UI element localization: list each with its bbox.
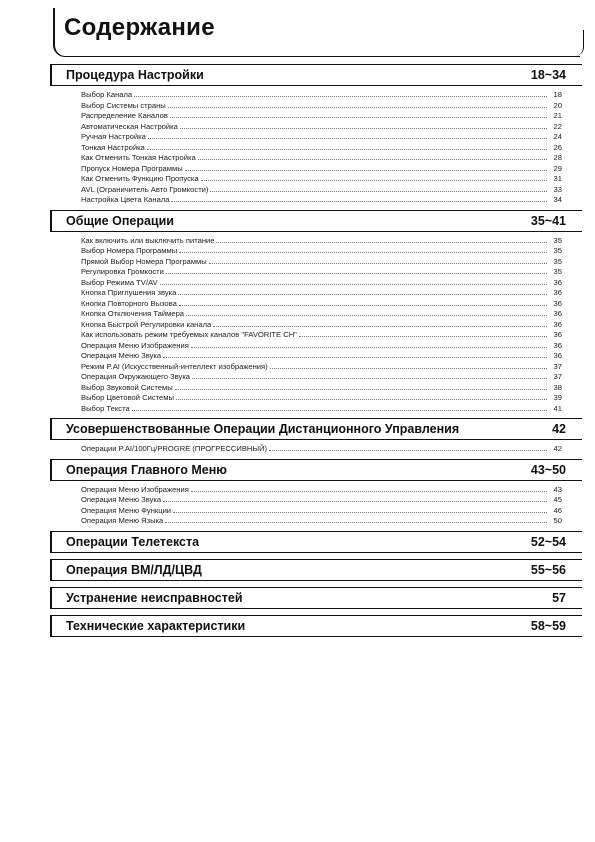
toc-section [50,559,582,587]
toc-entry[interactable] [50,278,582,289]
entry-page-number: 36 [553,298,562,308]
entry-label: Ручная Настройка [81,132,146,141]
toc-entry[interactable] [50,236,582,247]
entry-page-number: 36 [553,340,562,350]
toc-entry[interactable] [50,320,582,331]
dot-leader [185,170,547,171]
entry-label: Прямой Выбор Номера Программы [81,256,207,266]
toc-section [50,615,582,643]
entry-label: Как использовать режим требуемых каналов "FAVORITE CH" [81,330,297,339]
dot-leader [179,252,547,253]
entry-page-number: 26 [553,142,562,152]
section-title: Усовершенствованные Операции Дистанционного Управления [66,422,460,436]
entry-page-number: 43 [553,484,562,494]
section-spacer [50,637,582,643]
toc-entry[interactable] [50,341,582,352]
entry-label: Операция Окружающего Звука [81,372,191,381]
dot-leader [165,522,547,523]
toc-entry[interactable] [50,351,582,362]
entry-page-number: 24 [553,132,562,141]
entry-label: Выбор Канала [81,90,133,99]
dot-leader [175,389,547,390]
toc-entry[interactable] [50,330,582,341]
toc-entry[interactable] [50,299,582,310]
entry-page-number: 20 [553,100,562,110]
entry-label: Настройка Цвета Канала [81,195,170,204]
dot-leader [270,368,547,369]
dot-leader [163,357,547,358]
dot-leader [163,501,547,502]
dot-leader [147,149,547,150]
toc-entry[interactable] [50,185,582,196]
toc-section [50,418,582,459]
entry-label: Операция Меню Изображения [81,484,189,494]
entry-label: Автоматическая Настройка [81,121,178,131]
dot-leader [210,191,547,192]
section-entries [50,86,582,210]
entry-page-number: 28 [553,153,562,162]
toc-entry[interactable] [50,288,582,299]
dot-leader [192,378,547,379]
toc-entry[interactable] [50,372,582,383]
section-title: Операция Главного Меню [66,462,227,477]
dot-leader [148,138,547,139]
toc-entry[interactable] [50,101,582,112]
toc-entry[interactable] [50,90,582,101]
toc-entry[interactable] [50,495,582,506]
dot-leader [213,326,547,327]
toc-entry[interactable] [50,195,582,206]
entry-page-number: 35 [553,267,562,276]
toc-entry[interactable] [50,122,582,133]
page-title: Содержание [64,14,215,41]
dot-leader [198,159,547,160]
entry-page-number: 22 [553,121,562,131]
entry-page-number: 36 [553,309,562,318]
toc-section [50,64,582,210]
dot-leader [209,263,547,264]
section-entries [50,232,582,419]
section-header[interactable] [50,418,582,440]
section-header[interactable] [50,210,582,232]
toc-entry[interactable] [50,164,582,175]
toc-entry[interactable] [50,153,582,164]
toc-section [50,587,582,615]
entry-label: Как Отменить Тонкая Настройка [81,153,196,162]
entry-page-number: 34 [553,195,562,204]
entry-label: Как Отменить Функцию Пропуска [81,174,199,183]
entry-label: Распределение Каналов [81,111,168,120]
entry-label: Режим P.AI (Искусственный-интеллект изображения) [81,361,268,371]
entry-label: Кнопка Приглушения звука [81,288,177,297]
entry-label: Выбор Режима TV/AV [81,277,158,287]
dot-leader [191,491,547,492]
entry-page-number: 35 [553,246,562,255]
section-page-range: 58~59 [530,618,566,633]
entry-page-number: 18 [553,90,562,99]
entry-page-number: 50 [553,516,562,525]
entry-page-number: 31 [553,174,562,183]
dot-leader [134,96,547,97]
toc-entry[interactable] [50,485,582,496]
entry-label: Кнопка Быстрой Регулировки канала [81,319,212,329]
entry-label: Операция Меню Звука [81,351,162,360]
dot-leader [191,347,547,348]
toc-entry[interactable] [50,506,582,517]
entry-page-number: 39 [553,393,562,402]
section-title: Операции Телетекста [66,534,200,549]
dot-leader [168,107,547,108]
section-header[interactable] [50,587,582,609]
section-entries [50,481,582,531]
entry-page-number: 46 [553,505,562,515]
dot-leader [173,512,547,513]
entry-page-number: 21 [553,111,562,120]
dot-leader [132,410,547,411]
entry-label: Кнопка Повторного Вызова [81,298,177,308]
entry-label: Выбор Системы страны [81,100,166,110]
dot-leader [178,294,547,295]
entry-page-number: 36 [553,319,562,329]
section-page-range: 57 [552,590,566,605]
dot-leader [186,315,547,316]
section-header[interactable] [50,531,582,553]
toc-entry[interactable] [50,174,582,185]
dot-leader [201,180,547,181]
entry-label: Выбор Цветовой Системы [81,393,174,402]
section-header[interactable] [50,459,582,481]
section-page-range: 42 [552,422,566,436]
section-title: Устранение неисправностей [66,590,243,605]
entry-label: AVL (Ограничитель Авто Громкости) [81,184,209,194]
dot-leader [171,201,547,202]
section-header[interactable] [50,64,582,86]
entry-page-number: 35 [553,256,562,266]
toc-section [50,531,582,559]
entry-page-number: 36 [553,351,562,360]
dot-leader [216,242,547,243]
entry-page-number: 38 [553,382,562,392]
section-page-range: 35~41 [530,213,566,228]
toc-section [50,210,582,419]
entry-label: Тонкая Настройка [81,142,145,152]
entry-page-number: 45 [553,495,562,504]
section-page-range: 52~54 [530,534,566,549]
toc-entry[interactable] [50,383,582,394]
section-page-range: 43~50 [530,462,566,477]
entry-label: Регулировка Громкости [81,267,164,276]
dot-leader [176,399,547,400]
entry-label: Операция Меню Звука [81,495,162,504]
entry-label: Пропуск Номера Программы [81,163,183,173]
toc-entry[interactable] [50,309,582,320]
entry-label: Операция Меню Изображения [81,340,189,350]
toc-entry[interactable] [50,132,582,143]
table-of-contents [50,64,582,643]
entry-label: Как включить или выключить питание [81,235,215,245]
section-title: Общие Операции [66,213,174,228]
dot-leader [166,273,547,274]
entry-page-number: 42 [553,444,562,453]
section-entries [50,440,582,459]
section-page-range: 18~34 [530,68,566,82]
section-title: Технические характеристики [66,618,246,633]
entry-label: Выбор Номера Программы [81,246,178,255]
toc-entry[interactable] [50,516,582,527]
dot-leader [179,305,547,306]
entry-page-number: 37 [553,361,562,371]
dot-leader [180,128,547,129]
entry-label: Операция Меню Функции [81,505,172,515]
dot-leader [299,336,547,337]
entry-page-number: 36 [553,277,562,287]
entry-label: Операция Меню Языка [81,516,164,525]
section-title: Операция ВМ/ЛД/ЦВД [66,562,202,577]
dot-leader [269,450,547,451]
entry-label: Кнопка Отключения Таймера [81,309,185,318]
title-frame-curl [575,30,584,56]
toc-entry[interactable] [50,393,582,404]
entry-page-number: 29 [553,163,562,173]
section-header[interactable] [50,615,582,637]
toc-entry[interactable] [50,404,582,415]
entry-page-number: 37 [553,372,562,381]
toc-entry[interactable] [50,267,582,278]
dot-leader [160,284,547,285]
entry-page-number: 36 [553,330,562,339]
toc-entry[interactable] [50,362,582,373]
toc-entry[interactable] [50,444,582,455]
entry-label: Выбор Звуковой Системы [81,382,173,392]
section-page-range: 55~56 [530,562,566,577]
entry-label: Операции P.AI/100Гц/PROGRE (ПРОГРЕССИВНЫЙ) [81,444,268,453]
toc-entry[interactable] [50,246,582,257]
section-title: Процедура Настройки [66,68,204,82]
dot-leader [170,117,547,118]
toc-section [50,459,582,531]
entry-label: Выбор Текста [81,403,130,413]
toc-entry[interactable] [50,257,582,268]
entry-page-number: 33 [553,184,562,194]
entry-page-number: 41 [553,403,562,413]
section-header[interactable] [50,559,582,581]
entry-page-number: 35 [553,235,562,245]
toc-entry[interactable] [50,143,582,154]
toc-entry[interactable] [50,111,582,122]
entry-page-number: 36 [553,288,562,297]
